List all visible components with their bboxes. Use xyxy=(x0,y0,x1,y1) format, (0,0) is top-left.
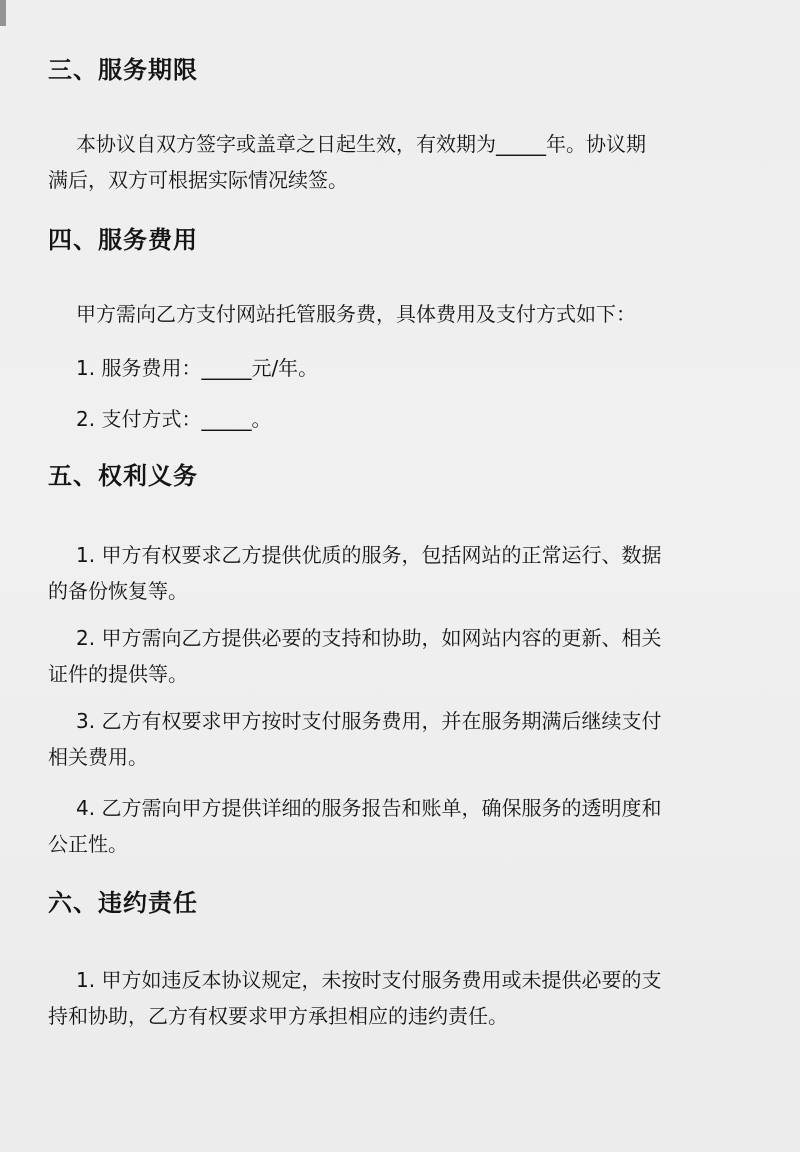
paragraph-line: 本协议自双方签字或盖章之日起生效，有效期为_____年。协议期 xyxy=(76,132,646,156)
paragraph-line: 持和协助，乙方有权要求甲方承担相应的违约责任。 xyxy=(48,1004,508,1028)
list-item-rights-2 xyxy=(48,620,748,692)
paragraph-line: 2. 支付方式：_____。 xyxy=(76,407,272,431)
paragraph-line: 满后，双方可根据实际情况续签。 xyxy=(48,168,348,192)
list-item-rights-1 xyxy=(48,537,748,609)
section-heading-rights: 五、权利义务 xyxy=(48,462,198,490)
paragraph-fees-intro xyxy=(48,296,748,332)
section-heading-liability: 六、违约责任 xyxy=(48,889,198,917)
list-item-rights-3 xyxy=(48,703,748,775)
paragraph-line: 证件的提供等。 xyxy=(48,662,188,686)
paragraph-line: 1. 甲方有权要求乙方提供优质的服务，包括网站的正常运行、数据 xyxy=(76,543,662,567)
paragraph-line: 2. 甲方需向乙方提供必要的支持和协助，如网站内容的更新、相关 xyxy=(76,626,662,650)
paragraph-line: 的备份恢复等。 xyxy=(48,579,188,603)
list-item-payment-method xyxy=(48,401,748,437)
paragraph-line: 1. 甲方如违反本协议规定，未按时支付服务费用或未提供必要的支 xyxy=(76,968,662,992)
paragraph-line: 相关费用。 xyxy=(48,745,148,769)
paragraph-line: 3. 乙方有权要求甲方按时支付服务费用，并在服务期满后继续支付 xyxy=(76,709,662,733)
paragraph-line: 4. 乙方需向甲方提供详细的服务报告和账单，确保服务的透明度和 xyxy=(76,796,662,820)
list-item-rights-4 xyxy=(48,790,748,862)
list-item-liability-1 xyxy=(48,962,748,1034)
paragraph-term-validity xyxy=(48,126,748,198)
section-heading-fees: 四、服务费用 xyxy=(48,226,198,254)
section-heading-term: 三、服务期限 xyxy=(48,56,198,84)
paragraph-line: 公正性。 xyxy=(48,832,128,856)
paragraph-line: 甲方需向乙方支付网站托管服务费，具体费用及支付方式如下： xyxy=(76,302,636,326)
page-edge-shadow xyxy=(0,0,6,26)
list-item-fee-amount xyxy=(48,350,748,386)
paragraph-line: 1. 服务费用：_____元/年。 xyxy=(76,356,319,380)
